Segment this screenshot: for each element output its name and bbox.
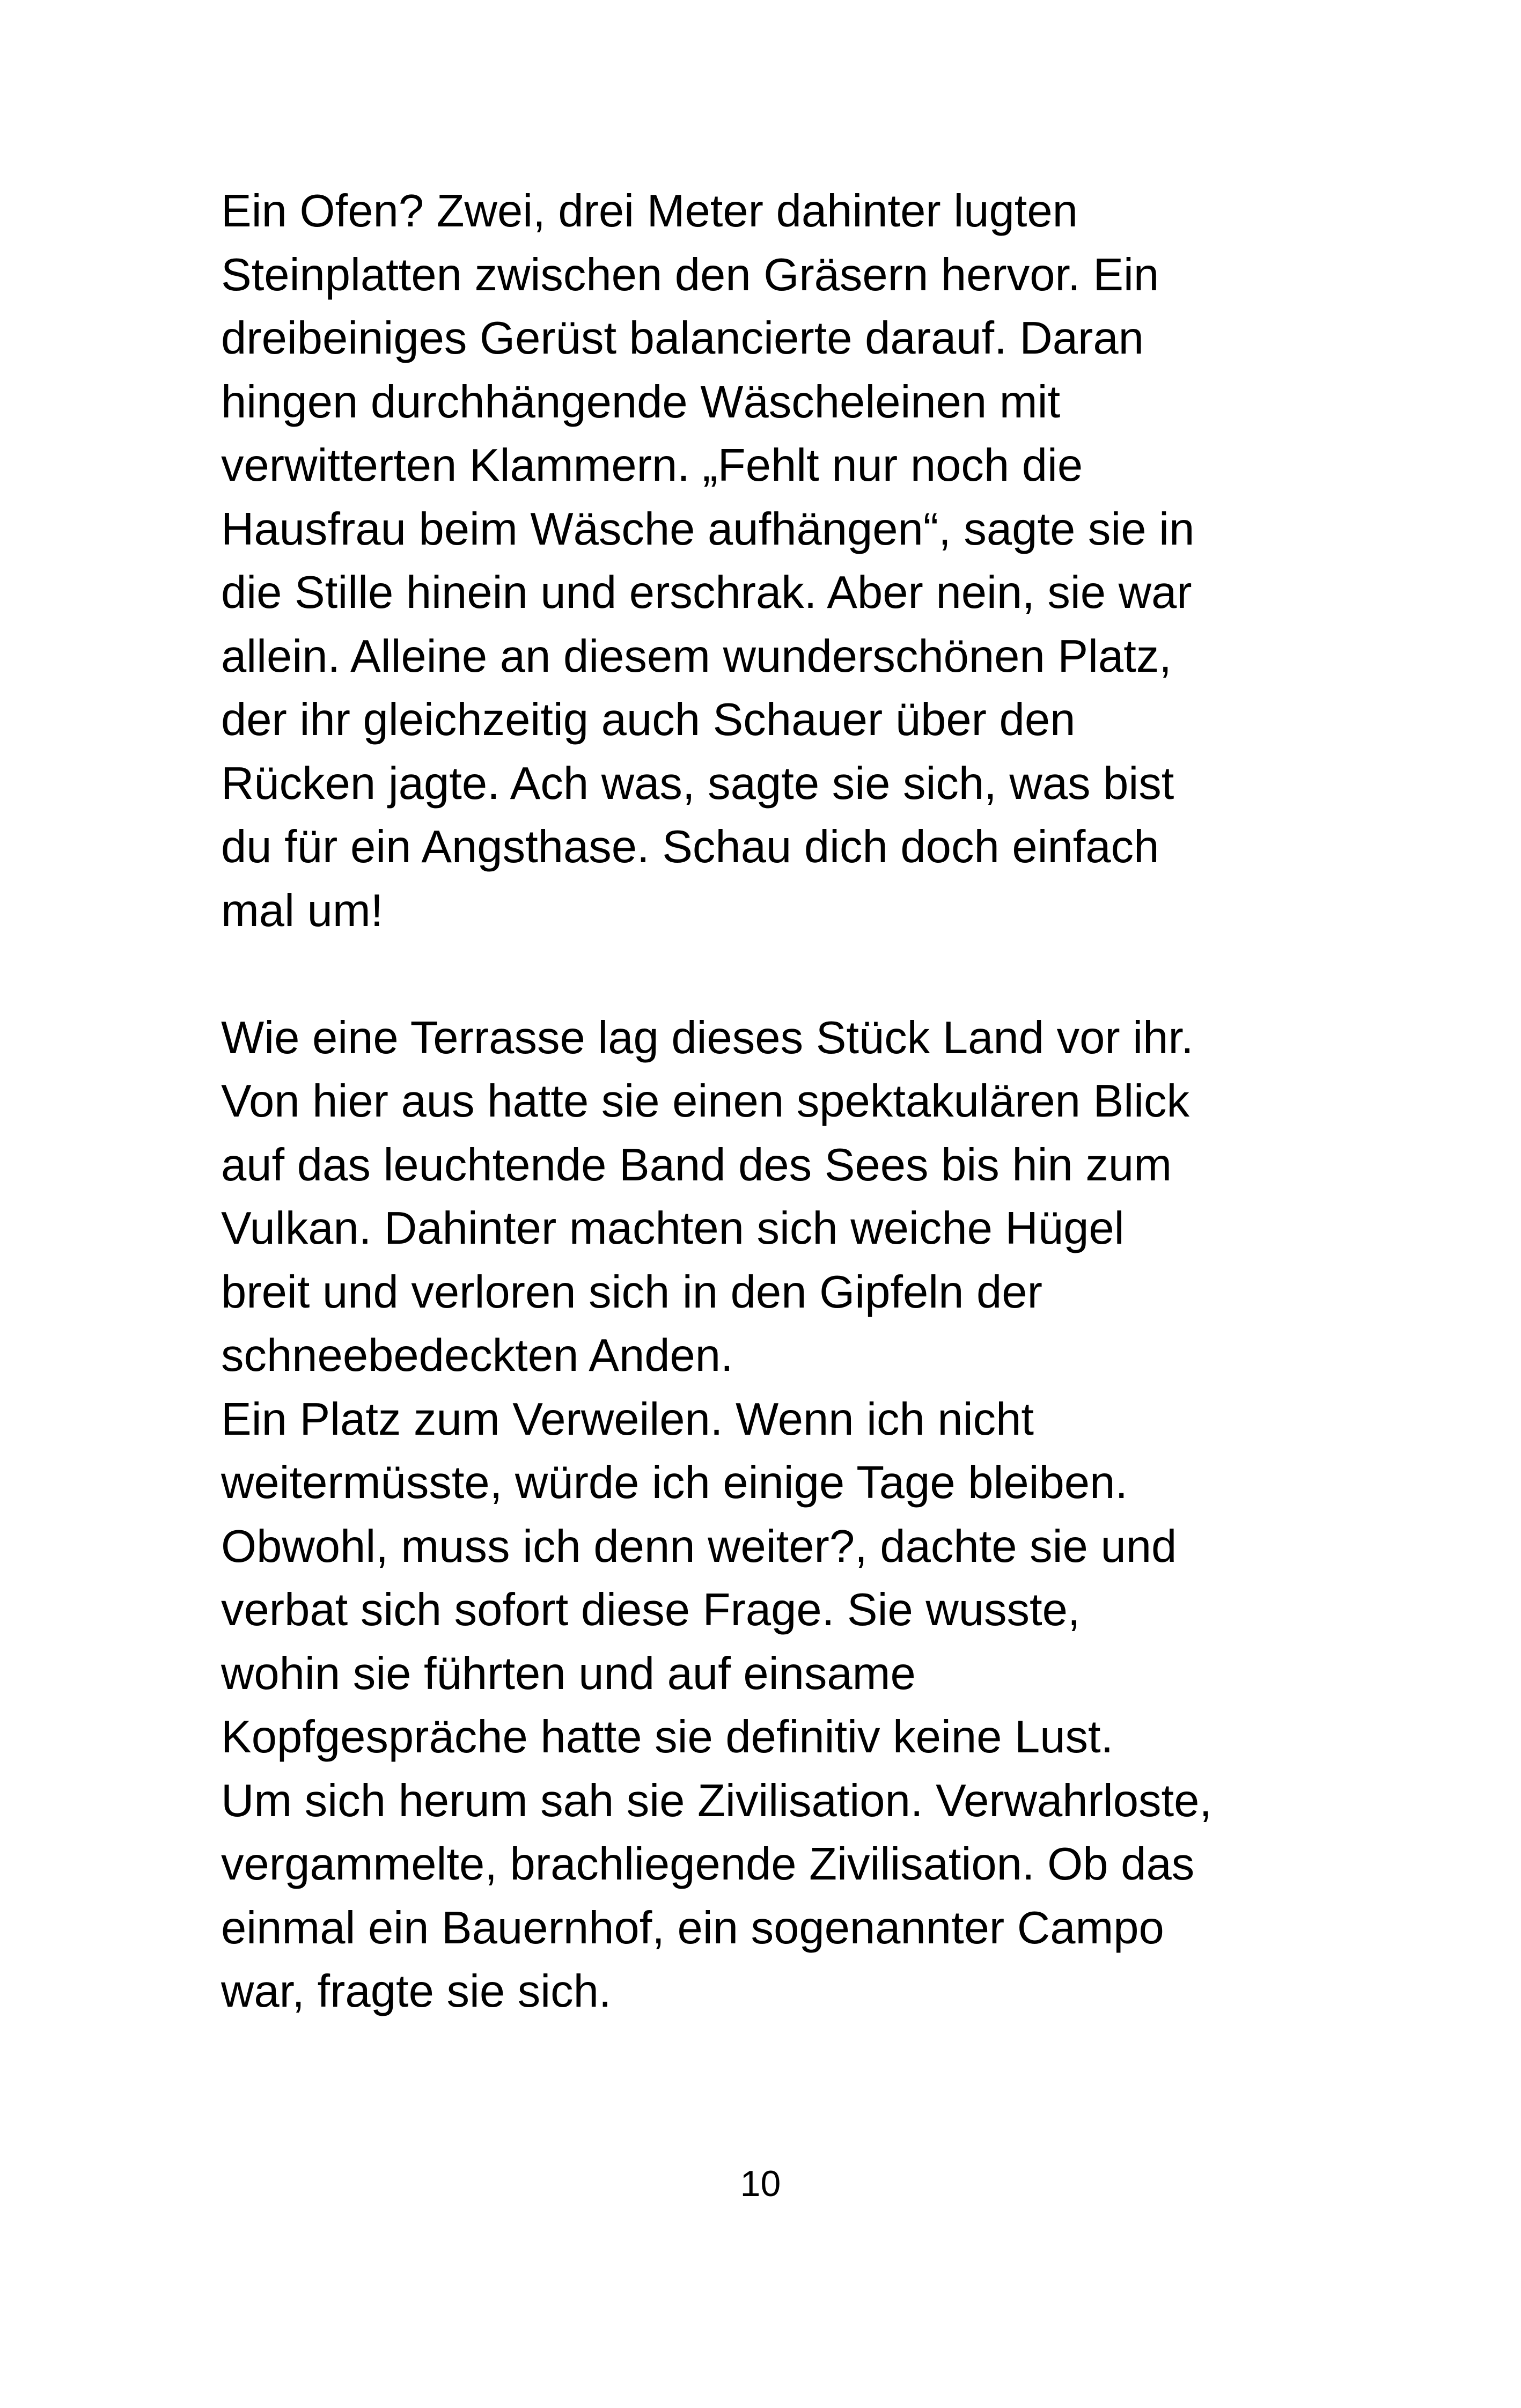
text-line: wohin sie führten und auf einsame (221, 1648, 916, 1699)
text-line: Ein Platz zum Verweilen. Wenn ich nicht (221, 1393, 1034, 1445)
text-line: Vulkan. Dahinter machten sich weiche Hügel (221, 1203, 1125, 1254)
text-line: vergammelte, brachliegende Zivilisation. Ob das (221, 1839, 1195, 1890)
text-line: dreibeiniges Gerüst balancierte darauf. Daran (221, 313, 1144, 364)
text-line: weitermüsste, würde ich einige Tage bleiben. (221, 1457, 1128, 1508)
text-line: breit und verloren sich in den Gipfeln der (221, 1266, 1042, 1318)
text-line: einmal ein Bauernhof, ein sogenannter Campo (221, 1902, 1164, 1954)
text-line: der ihr gleichzeitig auch Schauer über den (221, 694, 1076, 745)
paragraph-2 (221, 1007, 1348, 2024)
text-line: Steinplatten zwischen den Gräsern hervor. Ein (221, 249, 1159, 300)
paragraph-1 (221, 180, 1348, 943)
text-line: Wie eine Terrasse lag dieses Stück Land vor ihr. (221, 1012, 1194, 1063)
text-line: auf das leuchtende Band des Sees bis hin zum (221, 1139, 1172, 1191)
text-line: mal um! (221, 885, 384, 936)
text-line: du für ein Angsthase. Schau dich doch einfach (221, 821, 1159, 872)
text-line: verwitterten Klammern. „Fehlt nur noch die (221, 440, 1083, 491)
body-text (221, 180, 1348, 2024)
text-line: hingen durchhängende Wäscheleinen mit (221, 376, 1061, 428)
paragraph-gap (221, 943, 1348, 1007)
text-line: verbat sich sofort diese Frage. Sie wusste, (221, 1584, 1081, 1635)
text-line: Von hier aus hatte sie einen spektakulären Blick (221, 1076, 1190, 1127)
text-line: Ein Ofen? Zwei, drei Meter dahinter lugten (221, 186, 1078, 237)
text-line: allein. Alleine an diesem wunderschönen Platz, (221, 630, 1172, 682)
text-line: Obwohl, muss ich denn weiter?, dachte sie und (221, 1521, 1177, 1572)
text-line: Um sich herum sah sie Zivilisation. Verwahrloste, (221, 1775, 1213, 1826)
text-line: die Stille hinein und erschrak. Aber nein, sie war (221, 567, 1192, 618)
text-line: Rücken jagte. Ach was, sagte sie sich, was bist (221, 758, 1174, 809)
text-line: Hausfrau beim Wäsche aufhängen“, sagte sie in (221, 503, 1195, 555)
page-number: 10 (740, 2163, 781, 2204)
text-line: war, fragte sie sich. (221, 1966, 612, 2017)
text-line: schneebedeckten Anden. (221, 1330, 733, 1381)
text-line: Kopfgespräche hatte sie definitiv keine Lust. (221, 1712, 1114, 1763)
